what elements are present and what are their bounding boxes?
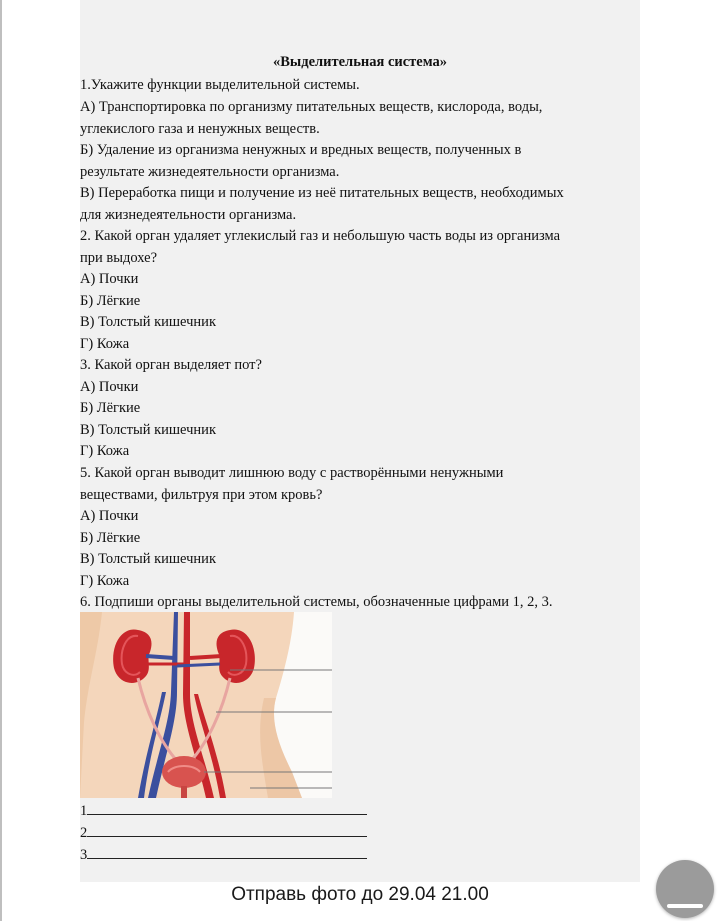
text-line: Б) Удаление из организма ненужных и вредных веществ, полученных в	[80, 142, 522, 158]
text-line: результате жизнедеятельности организма.	[80, 164, 340, 180]
answer-option: Г) Кожа	[80, 443, 130, 459]
answer-blank	[87, 844, 367, 859]
answer-option: Б) Лёгкие	[80, 530, 141, 546]
answer-option: Б) Лёгкие	[80, 400, 141, 416]
text-line: 5. Какой орган выводит лишнюю воду с растворёнными ненужными	[80, 465, 504, 481]
text-line: углекислого газа и ненужных веществ.	[80, 121, 320, 137]
answer-blank	[87, 800, 367, 815]
answer-line-3	[80, 844, 367, 864]
deadline-caption: Отправь фото до 29.04 21.00	[231, 884, 489, 905]
answer-blank	[87, 822, 367, 837]
text-line: 2. Какой орган удаляет углекислый газ и небольшую часть воды из организма	[80, 228, 561, 244]
answer-number: 1	[80, 803, 88, 819]
left-border	[0, 0, 2, 921]
answer-option: Г) Кожа	[80, 573, 130, 589]
answer-line-1	[80, 800, 367, 820]
document-page	[80, 0, 640, 882]
text-line: для жизнедеятельности организма.	[80, 207, 297, 223]
answer-number: 3	[80, 847, 88, 863]
answer-option: А) Почки	[80, 508, 139, 524]
answer-option: А) Почки	[80, 271, 139, 287]
answer-option: А) Почки	[80, 379, 139, 395]
text-line: В) Переработка пищи и получение из неё питательных веществ, необходимых	[80, 185, 564, 201]
document-title: «Выделительная система»	[273, 54, 447, 70]
text-line: 1.Укажите функции выделительной системы.	[80, 77, 360, 93]
menu-bar-icon	[667, 904, 703, 908]
text-line: А) Транспортировка по организму питательных веществ, кислорода, воды,	[80, 99, 543, 115]
answer-option: В) Толстый кишечник	[80, 551, 216, 567]
excretory-system-illustration	[80, 612, 332, 798]
answer-option: Б) Лёгкие	[80, 293, 141, 309]
answer-number: 2	[80, 825, 88, 841]
answer-option: В) Толстый кишечник	[80, 422, 216, 438]
text-line: 3. Какой орган выделяет пот?	[80, 357, 262, 373]
answer-option: Г) Кожа	[80, 336, 130, 352]
floating-action-button[interactable]	[656, 860, 714, 918]
answer-line-2	[80, 822, 367, 842]
text-line: при выдохе?	[80, 250, 158, 266]
answer-option: В) Толстый кишечник	[80, 314, 216, 330]
text-line: 6. Подпиши органы выделительной системы, обозначенные цифрами 1, 2, 3.	[80, 594, 553, 610]
text-line: веществами, фильтруя при этом кровь?	[80, 487, 323, 503]
